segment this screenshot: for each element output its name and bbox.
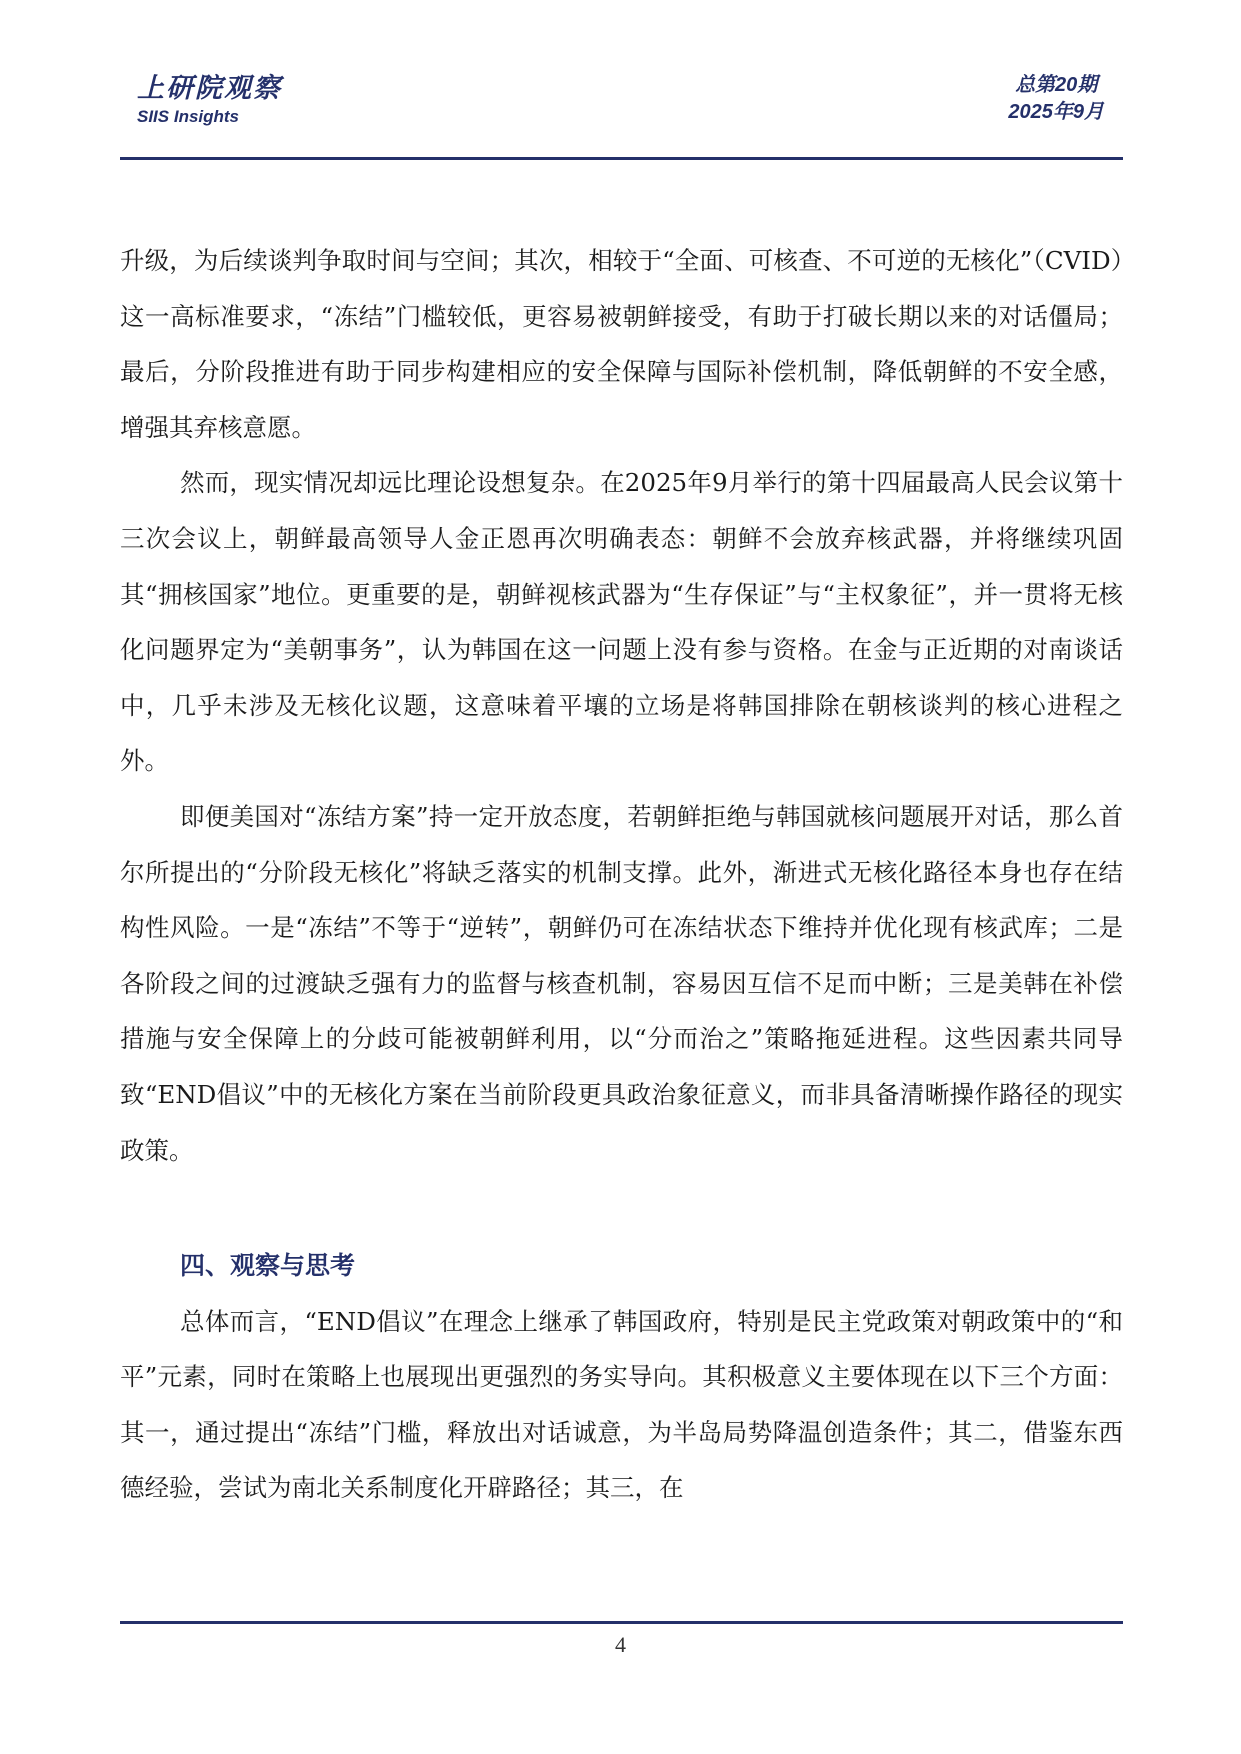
paragraph-4: 总体而言，“END倡议”在理念上继承了韩国政府，特别是民主党政策对朝政策中的“和平”元素，同时在策略上也展现出更强烈的务实导向。其积极意义主要体现在以下三个方面：其一，通过提出“冻结”门槛，释放出对话诚意，为半岛局势降温创造条件；其二，借鉴东西德经验，尝试为南北关系制度化开辟路径；其三，在 — [120, 1306, 1123, 1503]
article-body — [120, 233, 1123, 1516]
paragraph-1: 升级，为后续谈判争取时间与空间；其次，相较于“全面、可核查、不可逆的无核化”（CVID）这一高标准要求，“冻结”门槛较低，更容易被朝鲜接受，有助于打破长期以来的对话僵局；最后，分阶段推进有助于同步构建相应的安全保障与国际补偿机制，降低朝鲜的不安全感，增强其弃核意愿。 — [120, 246, 1123, 442]
issue-date: 2025年9月 — [1008, 101, 1104, 123]
paragraph-3: 即便美国对“冻结方案”持一定开放态度，若朝鲜拒绝与韩国就核问题展开对话，那么首尔所提出的“分阶段无核化”将缺乏落实的机制支撑。此外，渐进式无核化路径本身也存在结构性风险。一是“冻结”不等于“逆转”，朝鲜仍可在冻结状态下维持并优化现有核武库；二是各阶段之间的过渡缺乏强有力的监督与核查机制，容易因互信不足而中断；三是美韩在补偿措施与安全保障上的分歧可能被朝鲜利用，以“分而治之”策略拖延进程。这些因素共同导致“END倡议”中的无核化方案在当前阶段更具政治象征意义，而非具备清晰操作路径的现实政策。 — [120, 801, 1123, 1165]
issue-number: 总第20期 — [1015, 74, 1098, 96]
footer-divider — [120, 1621, 1123, 1624]
header-divider — [120, 157, 1123, 160]
masthead — [137, 74, 282, 128]
logo-chinese: 上研院观察 — [137, 73, 282, 104]
page-number: 4 — [615, 1632, 626, 1657]
logo-english: SIIS Insights — [137, 107, 240, 126]
paragraph-2: 然而，现实情况却远比理论设想复杂。在2025年9月举行的第十四届最高人民会议第十三次会议上，朝鲜最高领导人金正恩再次明确表态：朝鲜不会放弃核武器，并将继续巩固其“拥核国家”地位。更重要的是，朝鲜视核武器为“生存保证”与“主权象征”，并一贯将无核化问题界定为“美朝事务”，认为韩国在这一问题上没有参与资格。在金与正近期的对南谈话中，几乎未涉及无核化议题，这意味着平壤的立场是将韩国排除在朝核谈判的核心进程之外。 — [120, 468, 1123, 776]
section-heading: 四、观察与思考 — [180, 1251, 356, 1281]
issue-info — [1008, 72, 1104, 126]
